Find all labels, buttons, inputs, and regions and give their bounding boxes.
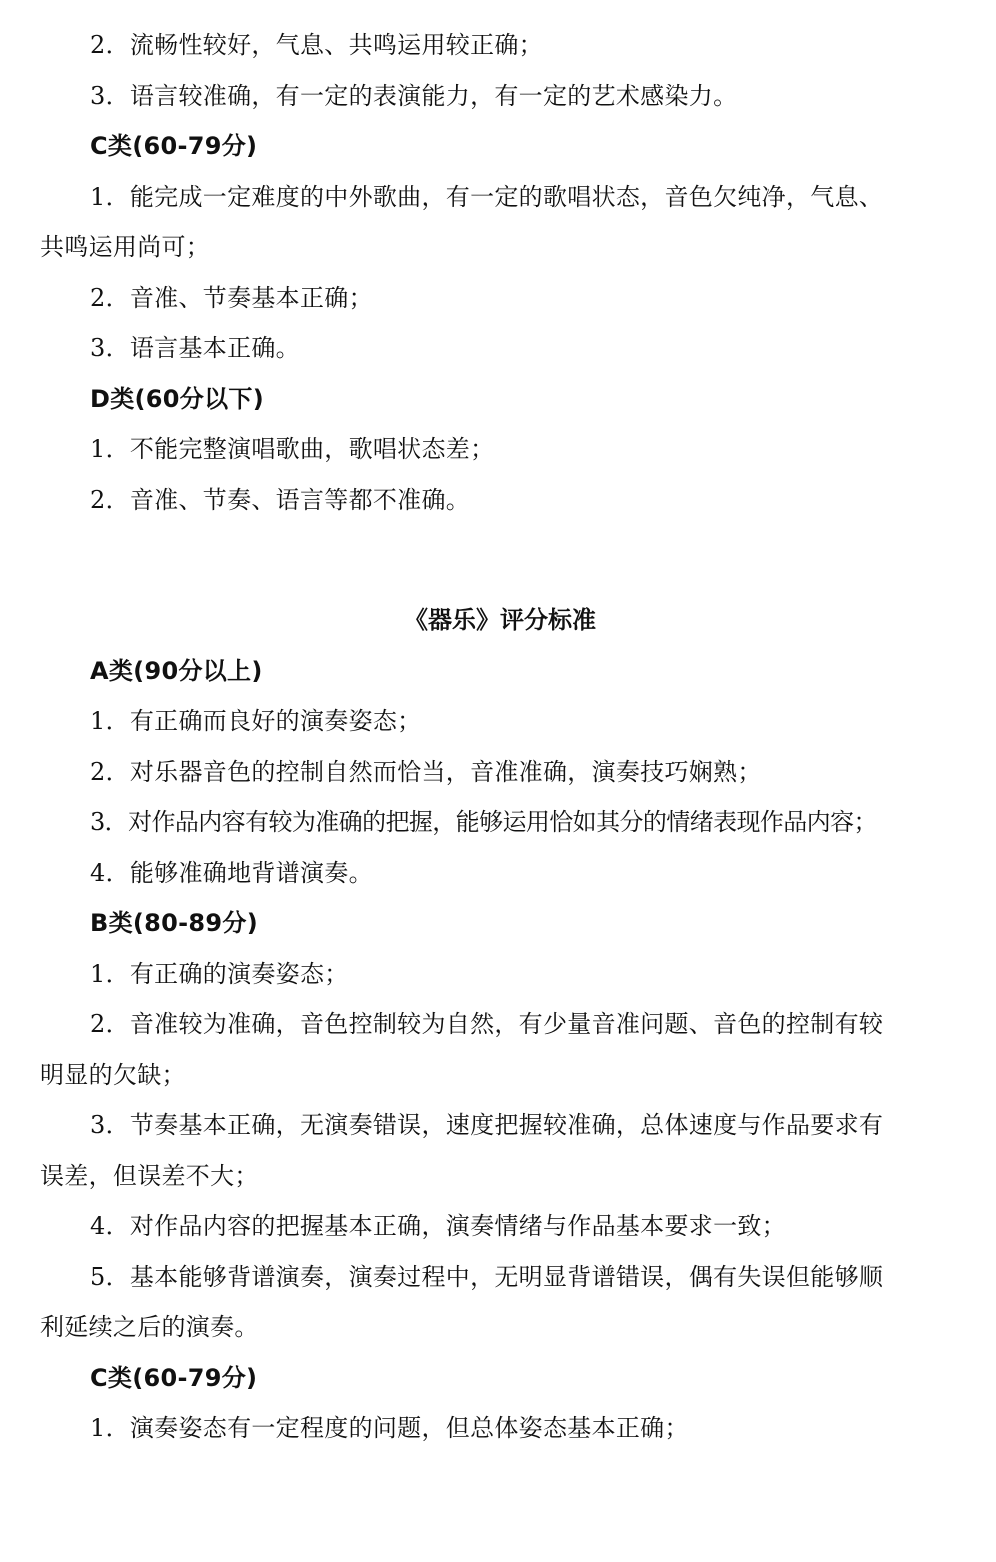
instrument-b-category-label: B类(80-89分)	[90, 909, 258, 937]
instrument-b-item-4: 4．对作品内容的把握基本正确，演奏情绪与作品基本要求一致；	[90, 1212, 786, 1240]
instrument-b-item-5-line-2: 利延续之后的演奏。	[40, 1313, 259, 1341]
instrument-a-item-3: 3．对作品内容有较为准确的把握，能够运用恰如其分的情绪表现作品内容；	[90, 808, 877, 836]
instrument-c-item-1: 1．演奏姿态有一定程度的问题，但总体姿态基本正确；	[90, 1414, 689, 1442]
vocal-c-item-1-line-2: 共鸣运用尚可；	[40, 233, 211, 261]
instrument-b-item-3-line-2: 误差，但误差不大；	[40, 1161, 259, 1190]
instrument-b-item-2-line-1: 2．音准较为准确，音色控制较为自然，有少量音准问题、音色的控制有较	[90, 1010, 884, 1038]
vocal-c-item-3: 3．语言基本正确。	[90, 334, 300, 362]
vocal-c-category-label: C类(60-79分)	[90, 132, 258, 160]
vocal-d-category-label: D类(60分以下)	[90, 384, 264, 413]
vocal-section	[40, 20, 952, 525]
instrument-b-item-2-line-2: 明显的欠缺；	[40, 1060, 186, 1089]
instrument-section-title: 《器乐》评分标准	[404, 606, 596, 634]
vocal-d-item-2: 2．音准、节奏、语言等都不准确。	[90, 485, 471, 514]
instrument-section	[40, 646, 952, 1454]
vocal-c-item-1-line-1: 1．能完成一定难度的中外歌曲，有一定的歌唱状态，音色欠纯净，气息、	[90, 182, 884, 211]
section-gap	[40, 525, 952, 595]
vocal-b-item-2: 2．流畅性较好，气息、共鸣运用较正确；	[90, 31, 543, 59]
instrument-a-item-1: 1．有正确而良好的演奏姿态；	[90, 707, 422, 735]
vocal-c-item-2: 2．音准、节奏基本正确；	[90, 283, 373, 312]
instrument-b-item-3-line-1: 3．节奏基本正确，无演奏错误，速度把握较准确，总体速度与作品要求有	[90, 1111, 884, 1139]
instrument-b-item-5-line-1: 5．基本能够背谱演奏，演奏过程中，无明显背谱错误，偶有失误但能够顺	[90, 1262, 884, 1291]
vocal-b-item-3: 3．语言较准确，有一定的表演能力，有一定的艺术感染力。	[90, 81, 738, 110]
instrument-a-category-label: A类(90分以上)	[90, 656, 263, 685]
instrument-a-item-2: 2．对乐器音色的控制自然而恰当，音准准确，演奏技巧娴熟；	[90, 757, 762, 786]
instrument-b-item-1: 1．有正确的演奏姿态；	[90, 959, 349, 988]
vocal-d-item-1: 1．不能完整演唱歌曲，歌唱状态差；	[90, 435, 495, 463]
instrument-c-category-label: C类(60-79分)	[90, 1363, 258, 1392]
instrument-a-item-4: 4．能够准确地背谱演奏。	[90, 858, 373, 887]
